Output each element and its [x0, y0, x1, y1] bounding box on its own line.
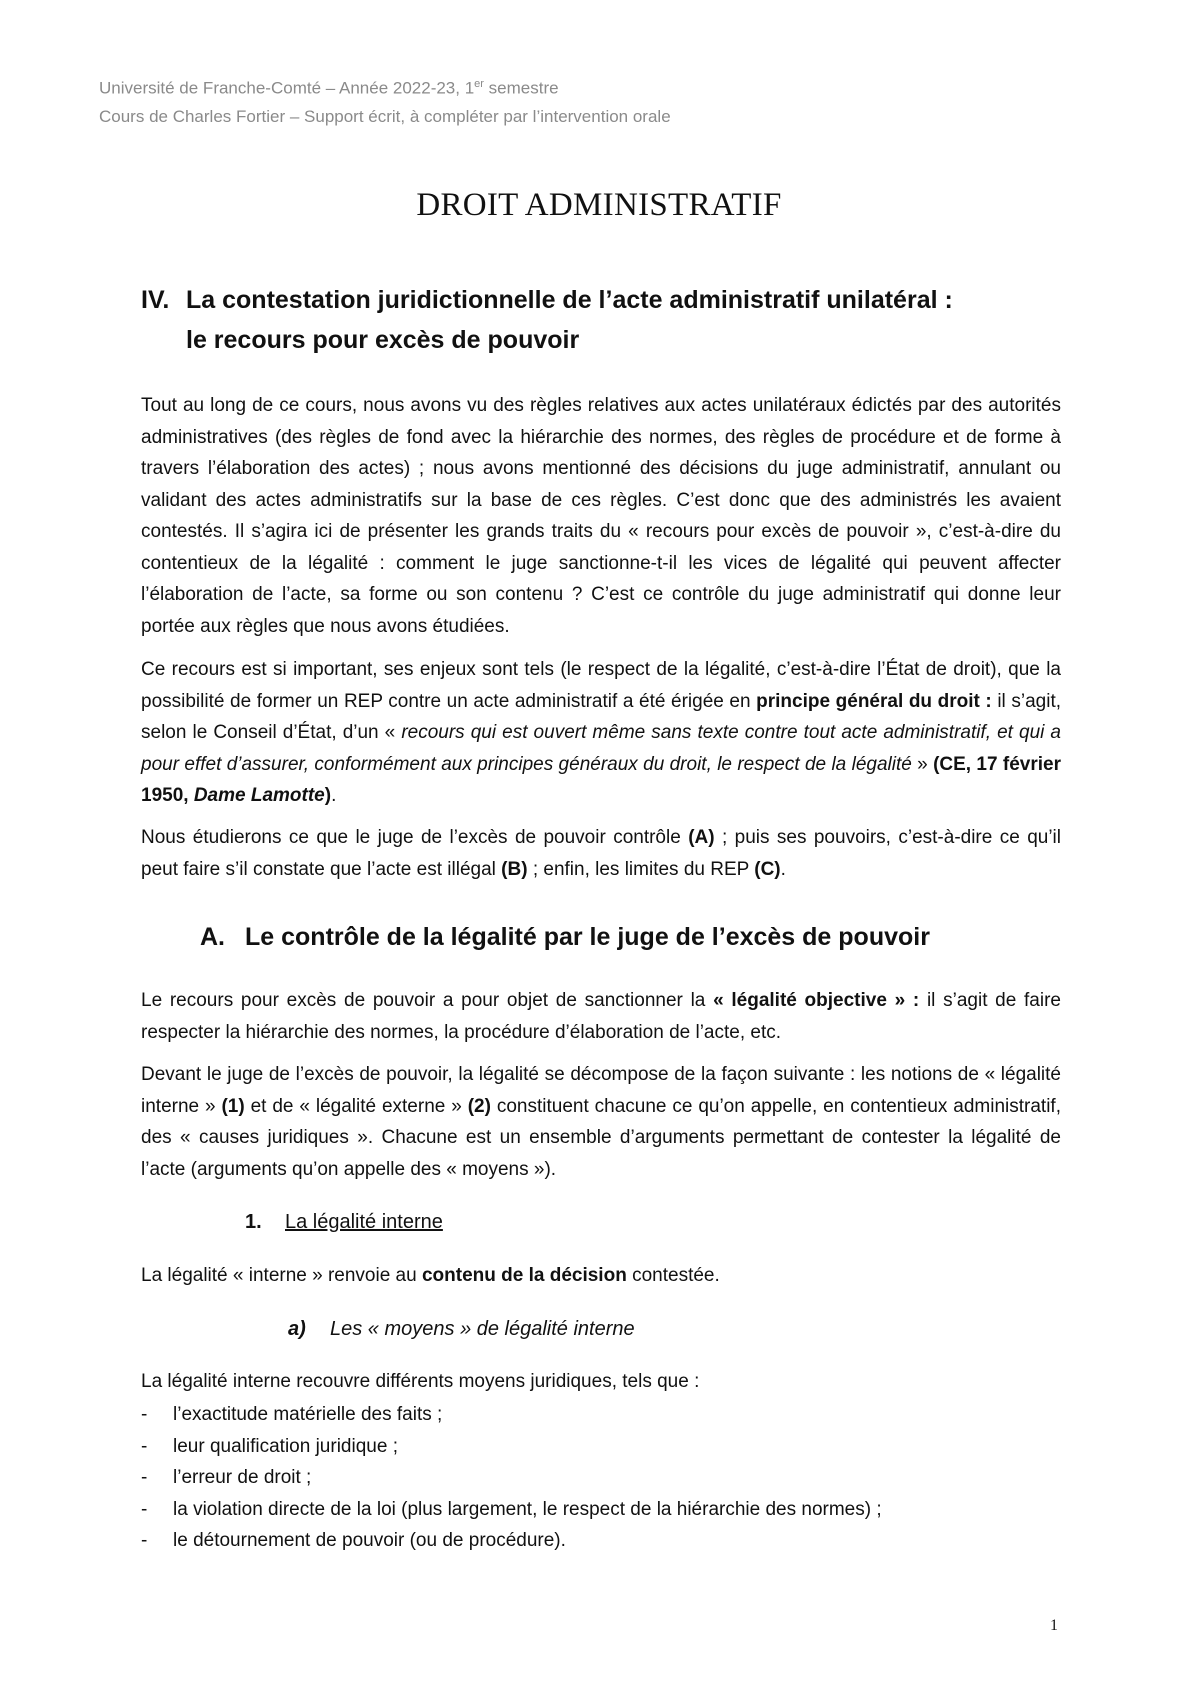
- section-number: IV.: [141, 286, 170, 314]
- plan-paragraph: Nous étudierons ce que le juge de l’excès de pouvoir contrôle (A) ; puis ses pouvoirs, c’est-à-dire ce qu’il peut faire s’il constate que l’acte est illégal (B) ; enfin, les limites du REP (C).: [141, 827, 1061, 880]
- list-item: - le détournement de pouvoir (ou de procédure).: [141, 1530, 566, 1551]
- objective-paragraph: Le recours pour excès de pouvoir a pour objet de sanctionner la « légalité objective » : il s’agit de faire respecter la hiérarchie des normes, la procédure d’élaboration de l’acte, etc.: [141, 990, 1061, 1043]
- list-item: - la violation directe de la loi (plus largement, le respect de la hiérarchie des normes) ;: [141, 1498, 882, 1520]
- header-line-2: Cours de Charles Fortier – Support écrit, à compléter par l’intervention orale: [99, 106, 671, 126]
- subsection-a-number: A.: [200, 923, 225, 951]
- subsection-1-title: La légalité interne: [285, 1211, 443, 1233]
- internal-legality-paragraph: La légalité « interne » renvoie au contenu de la décision contestée.: [141, 1265, 720, 1286]
- subsection-a2-number: a): [288, 1318, 306, 1340]
- page-header: [99, 70, 1099, 131]
- subsection-1-number: 1.: [245, 1211, 262, 1233]
- section-title: La contestation juridictionnelle de l’acte administratif unilatéral : le recours pour excès de pouvoir: [186, 286, 953, 354]
- list-item: - l’exactitude matérielle des faits ;: [141, 1404, 443, 1425]
- subsection-a2-heading: [288, 1314, 635, 1344]
- subsection-1-heading: [245, 1207, 443, 1237]
- subsection-a-title: Le contrôle de la légalité par le juge de l’excès de pouvoir: [245, 923, 930, 951]
- means-list: [141, 1399, 1061, 1557]
- document-title: DROIT ADMINISTRATIF: [416, 187, 782, 223]
- decomposition-paragraph: Devant le juge de l’excès de pouvoir, la légalité se décompose de la façon suivante : les notions de « légalité interne » (1) et de « légalité externe » (2) constituent chacune ce qu’on appelle, en contentieux administratif, des « causes juridiques ». Chacune est un ensemble d’arguments permettant de contester la légalité de l’acte (arguments qu’on appelle des « moyens »).: [141, 1064, 1061, 1180]
- list-item: - leur qualification juridique ;: [141, 1435, 398, 1457]
- importance-paragraph: Ce recours est si important, ses enjeux sont tels (le respect de la légalité, c’est-à-dire l’État de droit), que la possibilité de former un REP contre un acte administratif a été érigée en principe général du droit : il s’agit, selon le Conseil d’État, d’un « recours qui est ouvert même sans texte contre tout acte administratif, et qui a pour effet d’assurer, conformément aux principes généraux du droit, le respect de la légalité » (CE, 17 février 1950, Dame Lamotte).: [141, 659, 1061, 806]
- means-intro: La légalité interne recouvre différents moyens juridiques, tels que :: [141, 1371, 700, 1392]
- page-number: 1: [1050, 1617, 1058, 1634]
- subsection-a2-title: Les « moyens » de légalité interne: [330, 1318, 635, 1340]
- intro-paragraph: Tout au long de ce cours, nous avons vu des règles relatives aux actes unilatéraux édictés par des autorités administratives (des règles de fond avec la hiérarchie des normes, des règles de procédure et de forme à travers l’élaboration des actes) ; nous avons mentionné des décisions du juge administratif, annulant ou validant des actes administratifs sur la base de ces règles. C’est donc que des administrés les avaient contestés. Il s’agira ici de présenter les grands traits du « recours pour excès de pouvoir », c’est-à-dire du contentieux de la légalité : comment le juge sanctionne-t-il les vices de légalité qui peuvent affecter l’élaboration de l’acte, sa forme ou son contenu ? C’est ce contrôle du juge administratif qui donne leur portée aux règles que nous avons étudiées.: [141, 395, 1061, 637]
- list-item: - l’erreur de droit ;: [141, 1467, 312, 1488]
- header-line-1: Université de Franche-Comté – Année 2022-23, 1er semestre: [99, 78, 559, 98]
